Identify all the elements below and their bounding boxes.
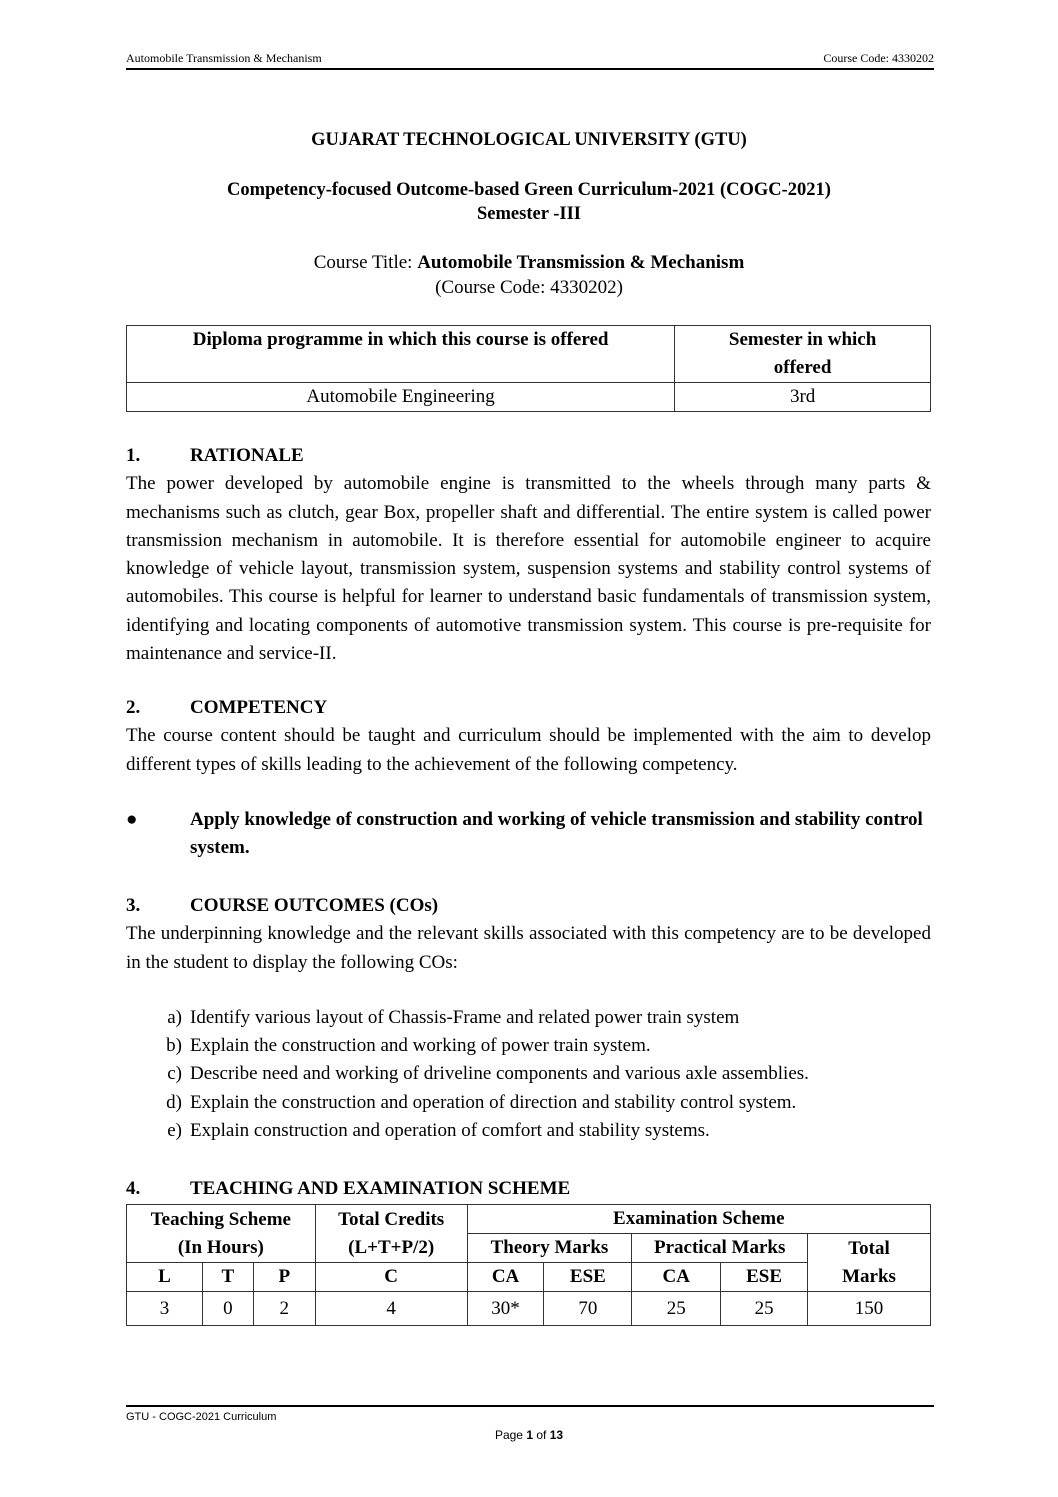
outcomes-list xyxy=(126,1004,931,1145)
rationale-text: The power developed by automobile engine is transmitted to the wheels through many parts & mechanisms such as clutch, gear Box, propeller shaft and differential. The entire system is called power transmission mechanism in automobile. It is therefore essential for automobile engineer to acquire knowledge of vehicle layout, transmission system, suspension systems and stability control systems of automobiles. This course is helpful for learner to understand basic fundamentals of transmission system, identifying and locating components of automotive transmission system. This course is pre-requisite for maintenance and service-II. xyxy=(126,473,931,665)
list-item: d) Explain the construction and operation of direction and stability control system. xyxy=(166,1091,797,1113)
outcomes-text: The underpinning knowledge and the relevant skills associated with this competency are to be developed in the student to display the following COs: xyxy=(126,923,931,973)
section-heading: 3. COURSE OUTCOMES (COs) xyxy=(126,895,439,916)
value-l: 3 xyxy=(127,1292,203,1326)
value-practical-ese: 25 xyxy=(721,1292,808,1326)
semester-header: Semester in which offered xyxy=(675,326,931,383)
value-c: 4 xyxy=(315,1292,467,1326)
course-title-block xyxy=(0,250,1058,300)
competency-statement: Apply knowledge of construction and working of vehicle transmission and stability control system. xyxy=(190,808,923,859)
competency-bullet xyxy=(126,806,931,863)
value-p: 2 xyxy=(253,1292,315,1326)
header-course-name: Automobile Transmission & Mechanism xyxy=(126,51,322,65)
curriculum-name: Competency-focused Outcome-based Green Curriculum-2021 (COGC-2021) xyxy=(227,180,831,200)
list-item: b) Explain the construction and working of power train system. xyxy=(166,1035,651,1057)
footer-divider xyxy=(126,1405,934,1407)
current-page: 1 xyxy=(526,1428,533,1442)
programme-table xyxy=(126,325,931,412)
value-t: 0 xyxy=(202,1292,253,1326)
header-course-code: Course Code: 4330202 xyxy=(823,51,934,65)
section-scheme xyxy=(126,1175,931,1203)
total-credits-header: Total Credits (L+T+P/2) xyxy=(315,1205,467,1263)
section-course-outcomes xyxy=(126,892,931,1145)
competency-text: The course content should be taught and curriculum should be implemented with the aim to develop different types of skills leading to the achievement of the following competency. xyxy=(126,725,931,775)
course-title-label: Course Title: xyxy=(313,252,418,273)
section-competency xyxy=(126,694,931,862)
semester-label: Semester -III xyxy=(477,204,581,224)
university-title: GUJARAT TECHNOLOGICAL UNIVERSITY (GTU) xyxy=(311,130,747,150)
section-heading: 2. COMPETENCY xyxy=(126,697,328,718)
course-title: Automobile Transmission & Mechanism xyxy=(417,252,745,273)
curriculum-title xyxy=(0,178,1058,226)
value-theory-ese: 70 xyxy=(544,1292,632,1326)
section-heading: 1. RATIONALE xyxy=(126,445,304,466)
page-number: Page 1 of 13 xyxy=(494,1428,564,1442)
list-item: e) Explain construction and operation of comfort and stability systems. xyxy=(167,1120,710,1142)
col-p: P xyxy=(253,1263,315,1292)
value-theory-ca: 30* xyxy=(467,1292,544,1326)
col-c: C xyxy=(315,1263,467,1292)
footer-curriculum: GTU - COGC-2021 Curriculum xyxy=(126,1411,277,1423)
list-item: a) Identify various layout of Chassis-Frame and related power train system xyxy=(167,1006,740,1028)
table-row xyxy=(127,1292,931,1326)
value-practical-ca: 25 xyxy=(632,1292,721,1326)
examination-scheme-header: Examination Scheme xyxy=(467,1205,930,1234)
scheme-table xyxy=(126,1204,931,1326)
list-item: c) Describe need and working of driveline components and various axle assemblies. xyxy=(167,1063,809,1085)
programme-header: Diploma programme in which this course is offered xyxy=(127,326,675,383)
col-practical-ca: CA xyxy=(632,1263,721,1292)
total-marks-header: Total Marks xyxy=(808,1234,931,1292)
col-practical-ese: ESE xyxy=(721,1263,808,1292)
practical-marks-header: Practical Marks xyxy=(632,1234,808,1263)
col-t: T xyxy=(202,1263,253,1292)
course-code: (Course Code: 4330202) xyxy=(435,277,623,298)
programme-cell: Automobile Engineering xyxy=(127,383,675,412)
total-pages: 13 xyxy=(549,1428,564,1442)
teaching-scheme-header: Teaching Scheme (In Hours) xyxy=(127,1205,316,1263)
section-heading: 4. TEACHING AND EXAMINATION SCHEME xyxy=(126,1178,571,1199)
table-row xyxy=(127,383,931,412)
col-l: L xyxy=(127,1263,203,1292)
bullet-icon: ● xyxy=(126,808,138,830)
theory-marks-header: Theory Marks xyxy=(467,1234,632,1263)
section-rationale xyxy=(126,442,931,668)
col-theory-ese: ESE xyxy=(544,1263,632,1292)
semester-cell: 3rd xyxy=(675,383,931,412)
col-theory-ca: CA xyxy=(467,1263,544,1292)
value-total-marks: 150 xyxy=(808,1292,931,1326)
running-header xyxy=(126,50,934,70)
